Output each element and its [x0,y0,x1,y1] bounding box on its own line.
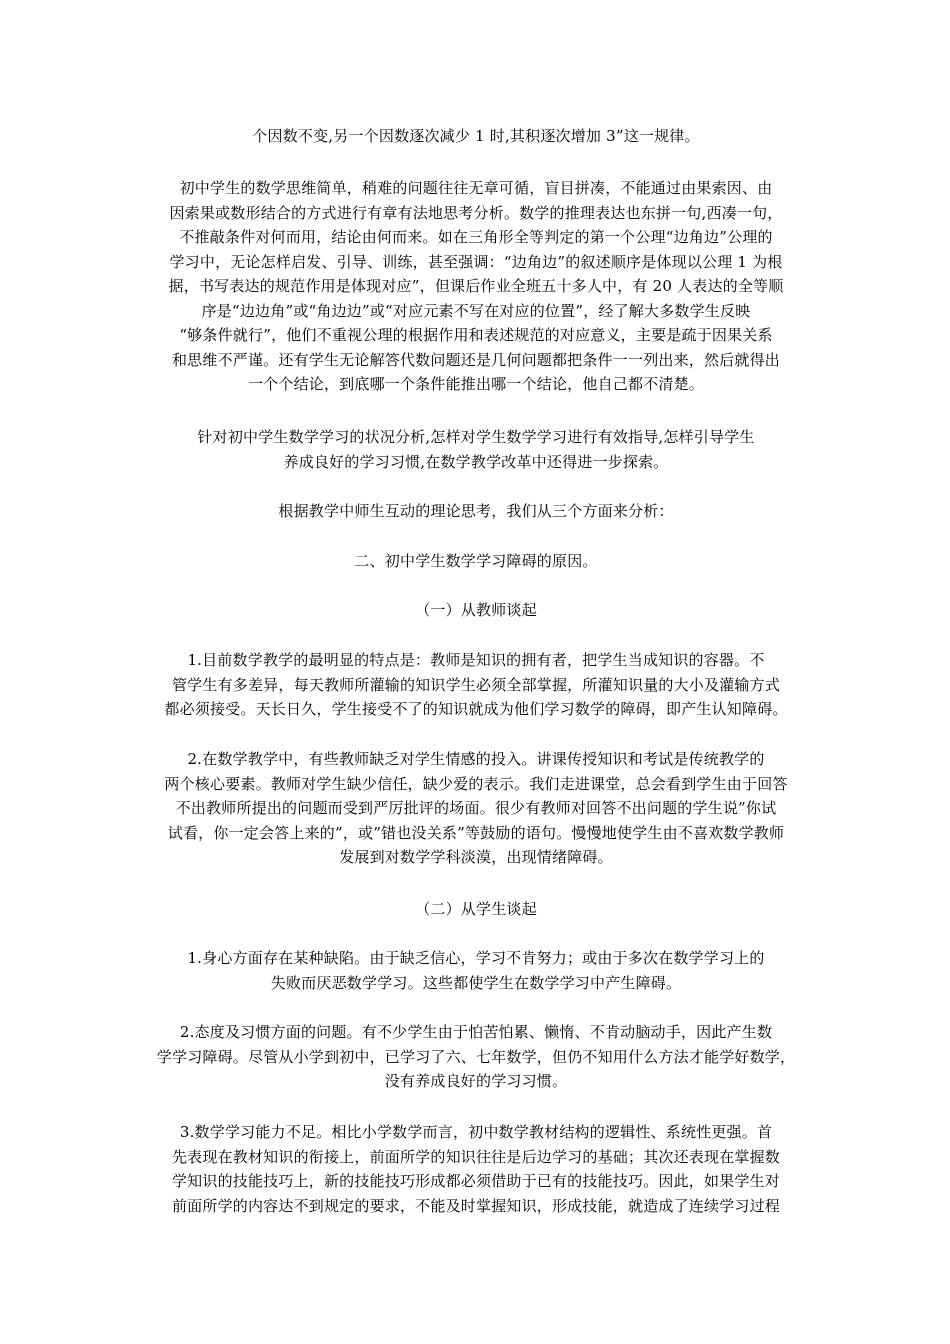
text-line: 根据教学中师生互动的理论思考，我们从三个方面来分析： [278,502,674,520]
paragraph-student-point-3 [140,1120,812,1218]
paragraph-student-point-1 [140,946,812,995]
text-line: 都必须接受。天长日久，学生接受不了的知识就成为他们学习数学的障碍，即产生认知障碍。 [164,700,788,718]
subheading-from-teachers [140,598,812,623]
section-heading-causes [140,549,812,574]
text-line: 没有养成良好的学习习惯。 [384,1072,568,1090]
text-line: 序是“边边角”或“角边边”或“对应元素不写在对应的位置”，经了解大多数学生反映 [201,301,751,320]
text-line: 试看，你一定会答上来的”，或”错也没关系”等鼓励的语句。慢慢地使学生由不喜欢数学教师 [167,823,785,842]
text-line: 一个个结论，到底哪一个条件能推出哪一个结论，他自己都不清楚。 [247,375,704,393]
text-line: 失败而厌恶数学学习。这些都使学生在数学学习中产生障碍。 [270,973,682,992]
text-line: 学知识的技能技巧上，新的技能技巧形成都必须借助于已有的技能技巧。因此，如果学生对 [171,1172,780,1190]
text-line: 发展到对数学学科淡漠，出现情绪障碍。 [339,848,613,866]
text-line: “够条件就行”，他们不重视公理的根据作用和表述规范的对应意义，主要是疏于因果关系 [179,326,773,344]
paragraph-teacher-point-1 [140,648,812,722]
text-line: 因索果或数形结合的方式进行有章有法地思考分析。数学的推理表达也东拼一句,西凑一句， [169,203,783,222]
text-line: 学学习障碍。尽管从小学到初中，已学习了六、七年数学，但仍不知用什么方法才能学好数学， [156,1047,796,1066]
text-line: 先表现在教材知识的衔接上，前面所学的知识往往是后边学习的基础；其次还表现在掌握数 [171,1147,780,1166]
text-line: 和思维不严谨。还有学生无论解答代数问题还是几何问题都把条件一一列出来，然后就得出 [171,350,780,369]
text-line: 1.身心方面存在某种缺陷。由于缺乏信心，学习不肯努力；或由于多次在数学学习上的 [187,949,765,967]
text-line: 不出教师所提出的问题而受到严厉批评的场面。很少有教师对回答不出问题的学生说”你试 [175,799,777,817]
paragraph-student-thinking [140,176,812,397]
text-line: 前面所学的内容达不到规定的要求，不能及时掌握知识，形成技能，就造成了连续学习过程 [171,1196,780,1215]
text-line: （二）从学生谈起 [415,900,537,918]
text-line: 两个核心要素。教师对学生缺少信任，缺少爱的表示。我们走进课堂，总会看到学生由于回答 [164,774,788,793]
text-line: 不推敲条件对何而用，结论由何而来。如在三角形全等判定的第一个公理“边角边”公理的 [179,228,773,246]
text-line: 学习中，无论怎样启发、引导、训练，甚至强调：“边角边”的叙述顺序是体现以公理 1 为根 [169,252,783,271]
text-line: 2.在数学教学中，有些教师缺乏对学生情感的投入。讲课传授知识和考试是传统教学的 [187,750,765,768]
text-line: 2.态度及习惯方面的问题。有不少学生由于怕苦怕累、懒惰、不肯动脑动手，因此产生数 [179,1023,773,1041]
paragraph-student-point-2 [140,1020,812,1094]
text-line: 1.目前数学教学的最明显的特点是：教师是知识的拥有者，把学生当成知识的容器。不 [187,651,765,669]
text-line: 针对初中学生数学学习的状况分析,怎样对学生数学学习进行有效指导,怎样引导学生 [197,428,755,446]
subheading-from-students [140,897,812,922]
text-line: 个因数不变,另一个因数逐次减少 1 时,其积逐次增加 3”这一规律。 [252,127,700,145]
text-line: 管学生有多差异，每天教师所灌输的知识学生必须全部掌握，所灌知识量的大小及灌输方式 [171,675,780,694]
text-line: （一）从教师谈起 [415,601,537,619]
text-line: 养成良好的学习习惯,在数学教学改革中还得进一步探索。 [283,452,669,471]
text-line: 3.数学学习能力不足。相比小学数学而言，初中数学教材结构的逻辑性、系统性更强。首 [179,1123,773,1141]
text-line: 初中学生的数学思维简单，稍难的问题往往无章可循，盲目拼凑，不能通过由果索因、由 [179,179,773,197]
paragraph-analysis-intro [140,499,812,524]
paragraph-rule-continuation [140,124,812,149]
text-line: 二、初中学生数学学习障碍的原因。 [354,552,598,570]
paragraph-guidance [140,425,812,474]
text-line: 据，书写表达的规范作用是体现对应”，但课后作业全班五十多人中，有 20 人表达的全等顺 [168,277,784,295]
paragraph-teacher-point-2 [140,747,812,870]
